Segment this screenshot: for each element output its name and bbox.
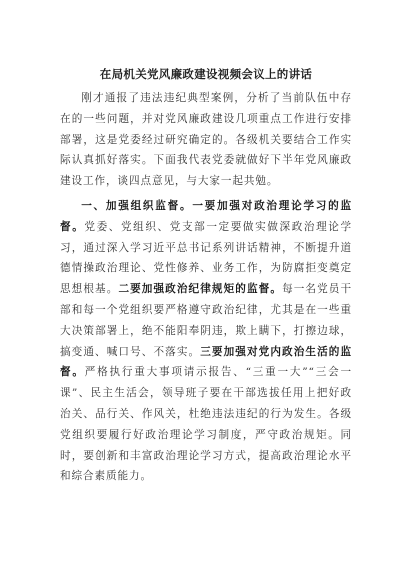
- section-1-sub-3-text: 严格执行重大事项请示报告、“三重一大”“三会一课”、民主生活会，领导班子要在干部选拔任用上把好政治关、品行关、作风关，杜绝违法违纪的行为发生。各级党组织要履行好政治理论学习制度，严守政治规矩。同时，要创新和丰富政治理论学习方式，提高政治理论水平和综合素质能力。: [60, 366, 352, 483]
- intro-paragraph: [60, 88, 352, 192]
- intro-text: 刚才通报了违法违纪典型案例，分析了当前队伍中存在的一些问题，并对党风廉政建设几项重点工作进行安排部署，这是党委经过研究确定的。各级机关要结合工作实际认真抓好落实。下面我代表党委就做好下半年党风廉政建设工作，谈四点意见，与大家一起共勉。: [60, 92, 352, 188]
- section-1-sub-2-text: 每一名党员干部和每一个党组织要严格遵守政治纪律，尤其是在一些重大决策部署上，绝不能阳奉阴违，欺上瞒下，打擦边球，搞变通、喊口号、不落实。: [60, 283, 352, 358]
- section-1-heading: 一、加强组织监督。: [81, 199, 193, 212]
- section-1-sub-2-heading: 二要加强政治纪律规矩的监督。: [118, 283, 283, 296]
- section-1-paragraph: [60, 196, 352, 487]
- section-1-sub-3-heading: 三要加强对党内政治生活的监督。: [60, 345, 352, 379]
- section-1-sub-1-text: 党委、党组织、党支部一定要做实做深政治理论学习，通过深入学习近平总书记系列讲话精神，不断提升道德情操政治理论、党性修养、业务工作，为防腐拒变奠定思想根基。: [60, 220, 352, 296]
- section-1-sub-1-heading: 一要加强对政治理论学习的监督。: [60, 199, 352, 233]
- document-title: 在局机关党风廉政建设视频会议上的讲话: [99, 67, 313, 81]
